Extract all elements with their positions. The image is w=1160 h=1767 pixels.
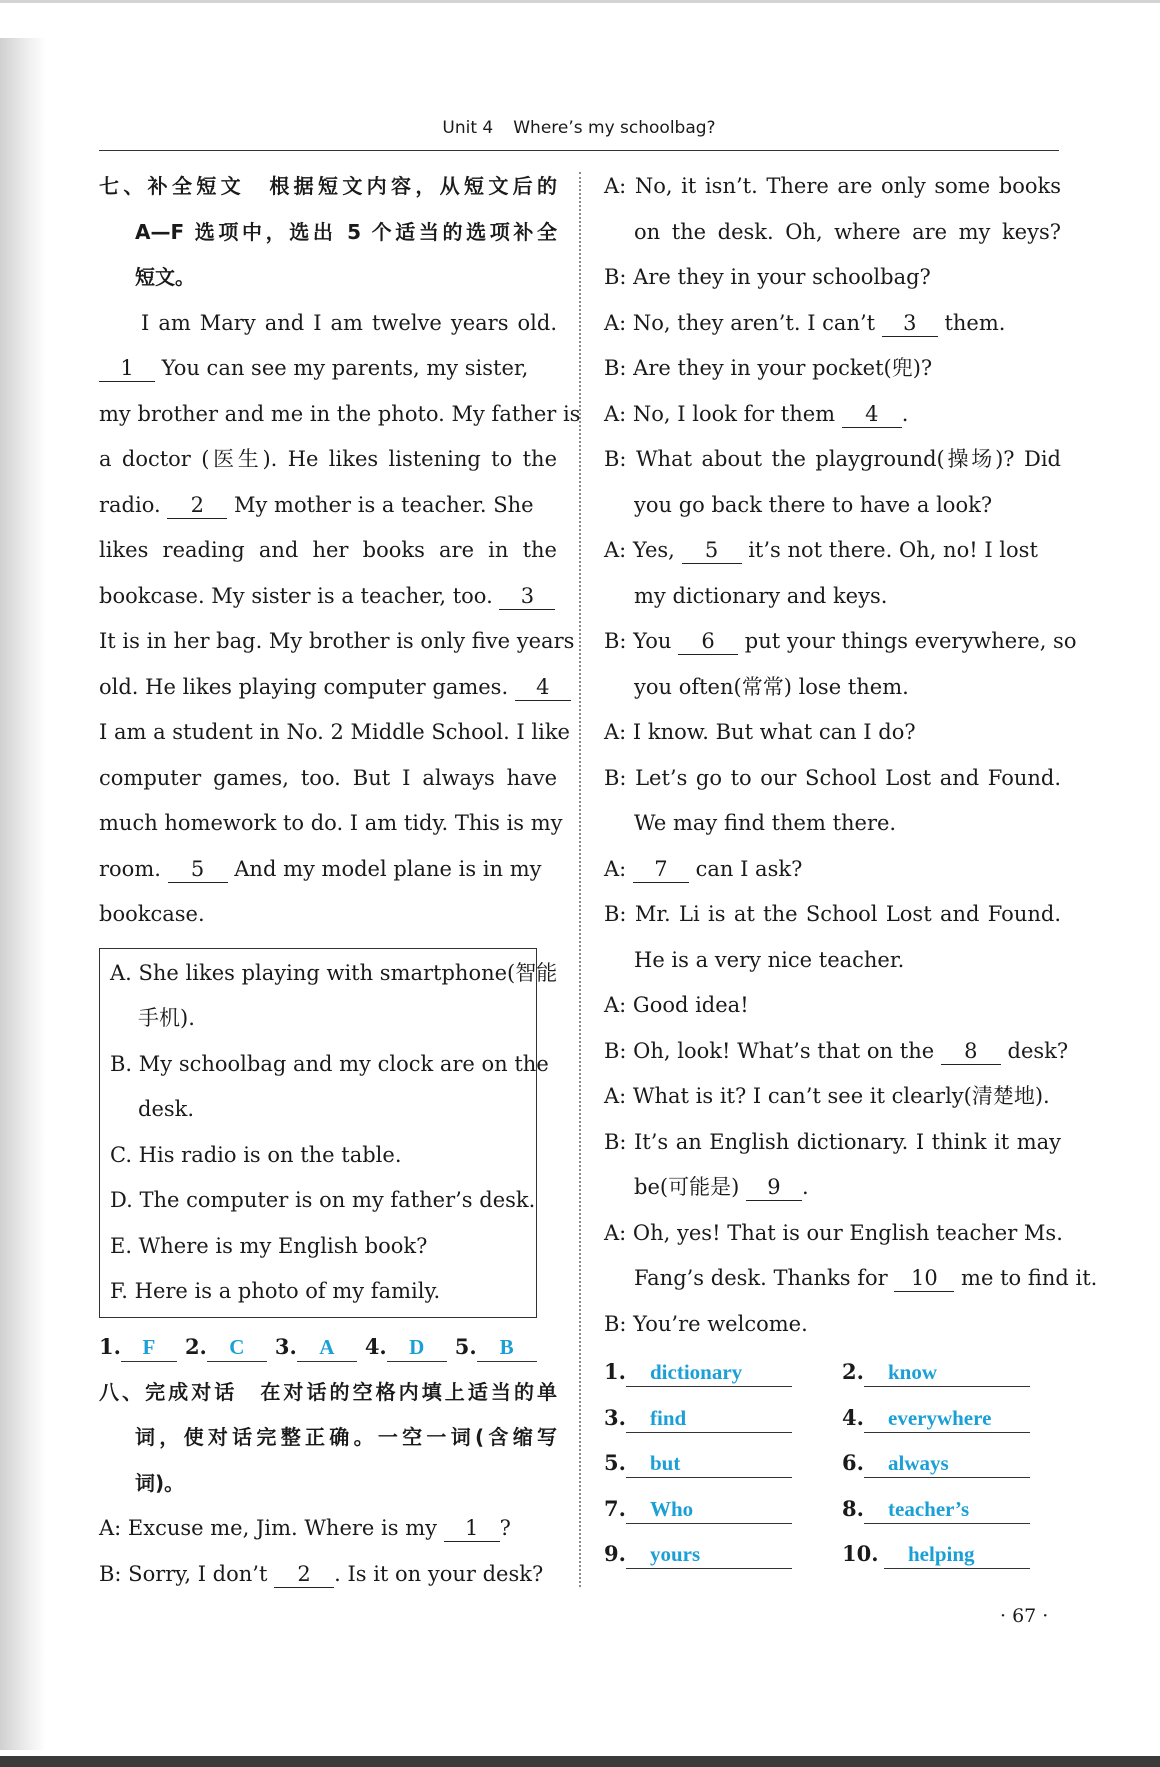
dialogue-text: . Is it on your desk? bbox=[334, 1561, 544, 1586]
section8-answers bbox=[604, 1349, 1061, 1577]
answer-value: teacher’s bbox=[864, 1495, 1030, 1524]
dialogue-line bbox=[604, 392, 1061, 438]
dialogue-line bbox=[604, 528, 1061, 574]
passage-line: likes reading and her books are in the bbox=[99, 538, 557, 562]
answer-value: know bbox=[864, 1358, 1030, 1387]
passage-line bbox=[99, 483, 557, 529]
dialogue-text: Fang’s desk. Thanks for bbox=[634, 1266, 895, 1290]
dialogue-line: B: Let’s go to our School Lost and Found. bbox=[604, 765, 1061, 790]
dialogue-blank-4: 4 bbox=[842, 401, 902, 428]
answer-cell bbox=[842, 1349, 1030, 1395]
passage-blank-1: 1 bbox=[99, 355, 155, 382]
dialogue-text: B: Oh, look! What’s that on the bbox=[604, 1038, 941, 1063]
answer-cell bbox=[842, 1395, 1030, 1441]
dialogue-text: be(可能是) bbox=[634, 1175, 746, 1199]
unit-label: Unit 4 bbox=[442, 118, 494, 138]
answer-number: 2. bbox=[184, 1333, 207, 1359]
passage-line bbox=[99, 847, 557, 893]
answer-value: yours bbox=[626, 1540, 792, 1569]
option-d: D. The computer is on my father’s desk. bbox=[110, 1188, 536, 1212]
answer-number: 2. bbox=[842, 1359, 864, 1384]
page-header bbox=[99, 118, 1059, 151]
section7-title-line3: 短文。 bbox=[135, 265, 195, 289]
passage-line: my brother and me in the photo. My father is bbox=[99, 401, 581, 426]
option-f: F. Here is a photo of my family. bbox=[110, 1279, 441, 1303]
dialogue-text: A: No, they aren’t. I can’t bbox=[604, 310, 882, 335]
answer-number: 9. bbox=[604, 1541, 626, 1566]
dialogue-text: them. bbox=[937, 310, 1006, 335]
dialogue-line bbox=[604, 1256, 1098, 1302]
answer-cell bbox=[842, 1486, 1030, 1532]
answer-value: everywhere bbox=[864, 1404, 1030, 1433]
answer-cell bbox=[604, 1349, 792, 1395]
answer-number: 8. bbox=[842, 1495, 864, 1521]
dialogue-line bbox=[604, 301, 1061, 347]
answer-cell bbox=[604, 1531, 792, 1577]
passage-line: It is in her bag. My brother is only five years bbox=[99, 629, 575, 653]
dialogue-blank-6: 6 bbox=[678, 628, 738, 655]
dialogue-line: B: You’re welcome. bbox=[604, 1311, 808, 1336]
answer-row bbox=[604, 1440, 1061, 1486]
dialogue-line bbox=[604, 1029, 1069, 1075]
passage-blank-5: 5 bbox=[168, 856, 228, 883]
dialogue-line: A: Good idea! bbox=[604, 993, 749, 1017]
unit-title: Where’s my schoolbag? bbox=[513, 118, 716, 138]
answer-value: but bbox=[626, 1449, 792, 1478]
section7-title-line1: 七、补全短文 根据短文内容，从短文后的 bbox=[99, 174, 557, 198]
dialogue-line bbox=[604, 619, 1077, 665]
column-divider bbox=[579, 172, 581, 1587]
answer-value: always bbox=[864, 1449, 1030, 1478]
dialogue-blank-10: 10 bbox=[894, 1265, 954, 1292]
answer-value: F bbox=[121, 1333, 177, 1362]
dialogue-line bbox=[604, 847, 1061, 893]
answer-number: 10. bbox=[842, 1541, 879, 1566]
section8-title-line1: 八、完成对话 在对话的空格内填上适当的单 bbox=[99, 1379, 557, 1404]
answer-value: C bbox=[207, 1333, 267, 1362]
dialogue-text: B: Sorry, I don’t bbox=[99, 1561, 275, 1586]
answer-cell bbox=[842, 1440, 1030, 1486]
answer-number: 4. bbox=[842, 1404, 864, 1430]
page-binding-shadow bbox=[0, 38, 46, 1750]
dialogue-blank-1: 1 bbox=[444, 1515, 500, 1542]
right-column bbox=[604, 164, 1098, 1577]
passage-line bbox=[99, 665, 557, 711]
dialogue-text: A: Yes, bbox=[604, 538, 682, 562]
dialogue-line: B: It’s an English dictionary. I think it may bbox=[604, 1129, 1061, 1154]
dialogue-blank-7: 7 bbox=[633, 856, 689, 883]
dialogue-text: . bbox=[801, 1175, 809, 1199]
answer-value: helping bbox=[884, 1540, 1030, 1569]
answer-number: 3. bbox=[604, 1404, 626, 1430]
passage-line: much homework to do. I am tidy. This is my bbox=[99, 811, 563, 835]
dialogue-text: it’s not there. Oh, no! I lost bbox=[741, 538, 1038, 562]
answer-row bbox=[604, 1349, 1061, 1395]
passage-text: old. He likes playing computer games. bbox=[99, 674, 515, 699]
answer-value: Who bbox=[626, 1495, 792, 1524]
dialogue-blank-2: 2 bbox=[274, 1561, 334, 1588]
section7-answers bbox=[99, 1324, 557, 1370]
option-a: A. She likes playing with smartphone(智能 bbox=[110, 960, 558, 985]
answer-value: dictionary bbox=[626, 1358, 792, 1387]
dialogue-text: . bbox=[901, 401, 909, 426]
dialogue-blank-5: 5 bbox=[682, 537, 742, 564]
dialogue-text: ? bbox=[499, 1516, 511, 1540]
passage-text: My mother is a teacher. She bbox=[227, 492, 534, 517]
section8-title-line2: 词，使对话完整正确。一空一词(含缩写 bbox=[135, 1425, 557, 1449]
answer-value: D bbox=[387, 1333, 447, 1362]
answer-row bbox=[604, 1486, 1061, 1532]
answer-value: find bbox=[626, 1404, 792, 1433]
answer-number: 4. bbox=[364, 1333, 387, 1359]
answer-value: B bbox=[477, 1333, 537, 1362]
dialogue-text: B: You bbox=[604, 629, 679, 653]
dialogue-line: He is a very nice teacher. bbox=[634, 947, 905, 972]
answer-cell bbox=[604, 1440, 792, 1486]
answer-value: A bbox=[297, 1333, 357, 1362]
dialogue-line bbox=[99, 1506, 557, 1552]
dialogue-line: We may find them there. bbox=[634, 811, 897, 835]
passage-text: And my model plane is in my bbox=[227, 856, 542, 881]
dialogue-text: can I ask? bbox=[688, 856, 803, 881]
answer-cell bbox=[604, 1395, 792, 1441]
option-b: B. My schoolbag and my clock are on the bbox=[110, 1051, 549, 1076]
section8-title-line3: 词)。 bbox=[135, 1470, 185, 1495]
passage-line: a doctor (医生). He likes listening to the bbox=[99, 447, 557, 471]
dialogue-line: A: Oh, yes! That is our English teacher Ms. bbox=[604, 1220, 1063, 1245]
option-e: E. Where is my English book? bbox=[110, 1233, 428, 1258]
passage-line: computer games, too. But I always have bbox=[99, 765, 557, 790]
passage-line: I am a student in No. 2 Middle School. I like bbox=[99, 720, 570, 744]
page-number: · 67 · bbox=[1000, 1605, 1049, 1627]
dialogue-text: me to find it. bbox=[954, 1266, 1098, 1290]
passage-line: I am Mary and I am twelve years old. bbox=[141, 310, 557, 335]
answer-row bbox=[604, 1531, 1061, 1577]
dialogue-blank-3: 3 bbox=[882, 310, 938, 337]
dialogue-line: on the desk. Oh, where are my keys? bbox=[634, 219, 1061, 244]
dialogue-line: A: I know. But what can I do? bbox=[604, 720, 916, 744]
dialogue-text: A: No, I look for them bbox=[604, 401, 842, 426]
passage-line bbox=[99, 346, 557, 392]
dialogue-line: you go back there to have a look? bbox=[634, 492, 993, 517]
passage-blank-4: 4 bbox=[515, 674, 571, 701]
dialogue-line bbox=[604, 1165, 1061, 1211]
passage-text: radio. bbox=[99, 492, 168, 517]
bottom-edge bbox=[0, 1756, 1160, 1767]
dialogue-line: B: Are they in your pocket(兜)? bbox=[604, 356, 933, 380]
section7-title-line2: A—F 选项中，选出 5 个适当的选项补全 bbox=[135, 219, 557, 244]
option-a-cont: 手机). bbox=[138, 1006, 195, 1030]
left-column bbox=[99, 164, 581, 1597]
dialogue-blank-9: 9 bbox=[746, 1174, 802, 1201]
dialogue-blank-8: 8 bbox=[941, 1038, 1001, 1065]
answer-row bbox=[604, 1395, 1061, 1441]
passage-line bbox=[99, 574, 557, 620]
passage-blank-2: 2 bbox=[167, 492, 227, 519]
dialogue-text: A: Excuse me, Jim. Where is my bbox=[99, 1516, 444, 1540]
dialogue-line: A: What is it? I can’t see it clearly(清楚地). bbox=[604, 1084, 1050, 1108]
dialogue-line bbox=[99, 1552, 557, 1598]
answer-number: 5. bbox=[454, 1333, 477, 1359]
answer-cell bbox=[842, 1531, 1030, 1577]
top-edge bbox=[0, 0, 1160, 3]
dialogue-line: B: Mr. Li is at the School Lost and Found. bbox=[604, 902, 1061, 926]
dialogue-text: A: bbox=[604, 856, 633, 881]
passage-blank-3: 3 bbox=[499, 583, 555, 610]
answer-number: 1. bbox=[99, 1333, 121, 1359]
answer-number: 1. bbox=[604, 1359, 626, 1384]
passage-line: bookcase. bbox=[99, 902, 205, 926]
dialogue-line: A: No, it isn’t. There are only some books bbox=[604, 174, 1061, 198]
dialogue-text: put your things everywhere, so bbox=[738, 629, 1077, 653]
option-c: C. His radio is on the table. bbox=[110, 1142, 402, 1167]
option-b-cont: desk. bbox=[138, 1097, 195, 1121]
passage-text: room. bbox=[99, 856, 168, 881]
dialogue-line: my dictionary and keys. bbox=[634, 583, 888, 608]
answer-cell bbox=[604, 1486, 792, 1532]
answer-number: 5. bbox=[604, 1450, 626, 1475]
dialogue-text: desk? bbox=[1000, 1038, 1069, 1063]
options-box bbox=[99, 948, 558, 1318]
dialogue-line: B: Are they in your schoolbag? bbox=[604, 265, 931, 289]
passage-text: You can see my parents, my sister, bbox=[155, 356, 529, 380]
answer-number: 7. bbox=[604, 1495, 626, 1521]
dialogue-line: B: What about the playground(操场)? Did bbox=[604, 447, 1061, 471]
answer-number: 3. bbox=[274, 1333, 297, 1359]
passage-text: bookcase. My sister is a teacher, too. bbox=[99, 583, 500, 608]
answer-number: 6. bbox=[842, 1450, 864, 1475]
dialogue-line: you often(常常) lose them. bbox=[634, 674, 909, 699]
